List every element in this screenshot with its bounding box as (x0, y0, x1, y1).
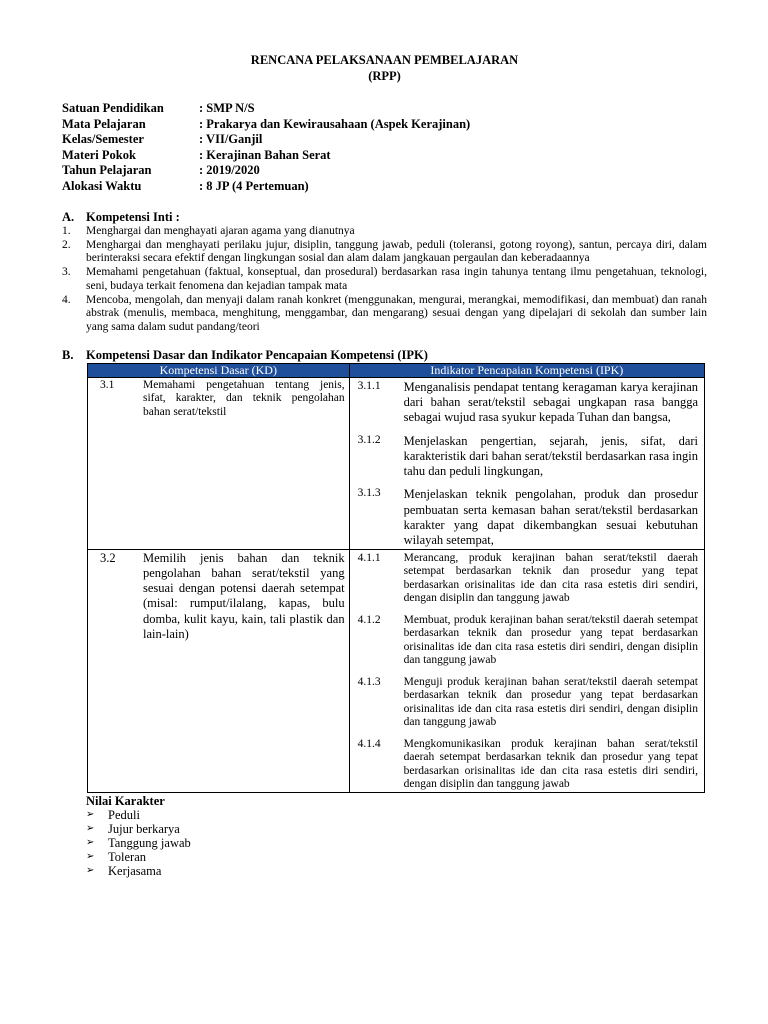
meta-row (62, 101, 707, 117)
table-row (88, 549, 705, 792)
meta-value: : Prakarya dan Kewirausahaan (Aspek Kerajinan) (199, 116, 471, 131)
ipk-item (350, 674, 704, 730)
section-title: Kompetensi Inti : (86, 210, 180, 224)
arrow-bullet-icon: ➢ (86, 822, 95, 834)
section-kompetensi-inti (62, 210, 707, 335)
list-item (62, 239, 707, 266)
ipk-code: 3.1.2 (357, 433, 381, 446)
list-item (62, 294, 707, 335)
nilai-item: Jujur berkarya (108, 821, 180, 836)
list-item (62, 225, 707, 239)
meta-value: : VII/Ganjil (199, 132, 263, 146)
item-number: 2. (62, 238, 71, 251)
ipk-cell (349, 549, 704, 792)
kd-text: Memilih jenis bahan dan teknik pengolahan bahan serat/tekstil yang sesuai dengan potensi daerah setempat (misal: rumput/ilalang, kapas, bulu domba, kulit kayu, kain, tali plastik dan lain-lain) (143, 550, 345, 642)
item-text: Menghargai dan menghayati ajaran agama yang dianutnya (86, 225, 355, 237)
nilai-list (86, 808, 707, 878)
ipk-item (350, 550, 704, 606)
nilai-karakter (86, 794, 707, 878)
section-heading (62, 348, 707, 363)
ipk-item (350, 736, 704, 792)
kd-text: Memahami pengetahuan tentang jenis, sifat, karakter, dan teknik pengolahan bahan serat/tekstil (143, 378, 345, 418)
ipk-text: Membuat, produk kerajinan bahan serat/tekstil daerah setempat berdasarkan teknik dan prosedur yang tepat berdasarkan orisinalitas ide dan cita rasa estetis diri sendiri, dengan disiplin dan tanggung jawab (403, 613, 698, 667)
item-number: 3. (62, 266, 71, 279)
item-text: Memahami pengetahuan (faktual, konseptual, dan prosedural) berdasarkan rasa ingin tahunya tentang ilmu pengetahuan, teknologi, seni, budaya terkait fenomena dan kejadian tampak mata (86, 266, 707, 292)
ipk-code: 4.1.2 (357, 613, 381, 626)
meta-value: : SMP N/S (199, 101, 255, 115)
item-number: 4. (62, 293, 71, 306)
document-title (62, 52, 707, 84)
ipk-text: Menganalisis pendapat tentang keragaman karya kerajinan dari bahan serat/tekstil sebagai ungkapan rasa bangga sebagai wujud rasa syukur kepada Tuhan dan bangsa, (403, 379, 698, 425)
list-item (86, 836, 707, 850)
ipk-text: Menjelaskan teknik pengolahan, produk dan prosedur pembuatan serta kemasan bahan serat/tekstil berdasarkan karakter yang dapat dikembangkan sesuai kebutuhan wilayah setempat, (403, 487, 698, 548)
section-kd-ipk (62, 348, 707, 793)
ipk-code: 3.1.3 (357, 487, 381, 500)
kd-code: 3.2 (100, 550, 116, 565)
nilai-item: Toleran (108, 849, 146, 864)
ipk-text: Menguji produk kerajinan bahan serat/tekstil daerah setempat berdasarkan teknik dan prosedur yang tepat berdasarkan orisinalitas ide dan cita rasa estetis diri sendiri, dengan disiplin dan tanggung jawab (403, 675, 698, 729)
arrow-bullet-icon: ➢ (86, 864, 95, 876)
meta-row (62, 179, 707, 195)
nilai-item: Tanggung jawab (108, 835, 191, 850)
section-letter: A. (62, 210, 75, 224)
meta-label: Alokasi Waktu (62, 178, 142, 193)
item-text: Mencoba, mengolah, dan menyaji dalam ranah konkret (menggunakan, mengurai, merangkai, memodifikasi, dan membuat) dan ranah abstrak (menulis, membaca, menghitung, menggambar, dan mengarang) sesuai dengan yang dipelajari di sekolah dan sumber lain yang sama dalam sudut pandang/teori (86, 293, 707, 333)
section-heading (62, 210, 707, 225)
list-item (86, 864, 707, 878)
kd-cell (88, 377, 350, 549)
item-number: 1. (62, 225, 71, 237)
section-letter: B. (62, 347, 74, 362)
ipk-code: 3.1.1 (357, 379, 381, 392)
meta-row (62, 163, 707, 179)
kd-cell (88, 549, 350, 792)
meta-row (62, 117, 707, 133)
list-item (86, 822, 707, 836)
column-header-ipk: Indikator Pencapaian Kompetensi (IPK) (349, 363, 704, 377)
meta-label: Satuan Pendidikan (62, 101, 164, 115)
item-text: Menghargai dan menghayati perilaku jujur, disiplin, tanggung jawab, peduli (toleransi, gotong royong), santun, percaya diri, dalam berinteraksi secara efektif dengan lingkungan sosial dan alam dalam jangkauan pergaulan dan keberadaannya (86, 238, 707, 265)
document-page (62, 52, 707, 878)
ipk-cell (349, 377, 704, 549)
ipk-code: 4.1.4 (357, 737, 381, 750)
meta-label: Materi Pokok (62, 147, 136, 162)
ipk-item (350, 378, 704, 426)
nilai-item: Peduli (108, 807, 140, 822)
meta-value: : 2019/2020 (199, 163, 260, 177)
arrow-bullet-icon: ➢ (86, 808, 95, 820)
meta-row (62, 132, 707, 148)
identity-block (62, 101, 707, 194)
ipk-text: Menjelaskan pengertian, sejarah, jenis, sifat, dari karakteristik dari bahan serat/tekstil berdasarkan rasa ingin tahu dan peduli lingkungan, (403, 433, 698, 479)
arrow-bullet-icon: ➢ (86, 836, 95, 848)
ipk-item (350, 432, 704, 480)
list-item (62, 266, 707, 293)
kd-code: 3.1 (100, 378, 115, 391)
kd-ipk-table (87, 363, 705, 793)
meta-label: Tahun Pelajaran (62, 163, 152, 177)
ipk-item (350, 612, 704, 668)
title-line: RENCANA PELAKSANAAN PEMBELAJARAN (250, 53, 519, 67)
ipk-code: 4.1.3 (357, 675, 381, 688)
ipk-text: Mengkomunikasikan produk kerajinan bahan serat/tekstil daerah setempat berdasarkan teknik dan prosedur yang tepat berdasarkan orisinalitas ide dan cita rasa estetis diri sendiri, dengan disiplin dan tanggung jawab (403, 737, 698, 791)
meta-label: Kelas/Semester (62, 132, 144, 146)
arrow-bullet-icon: ➢ (86, 850, 95, 862)
meta-label: Mata Pelajaran (62, 116, 146, 131)
subtitle-line: (RPP) (368, 69, 401, 83)
section-title: Kompetensi Dasar dan Indikator Pencapaian Kompetensi (IPK) (86, 347, 428, 362)
ki-list (62, 225, 707, 335)
table-row (88, 377, 705, 549)
list-item (86, 850, 707, 864)
ipk-code: 4.1.1 (357, 551, 381, 564)
meta-row (62, 148, 707, 164)
column-header-kd: Kompetensi Dasar (KD) (88, 363, 350, 377)
ipk-text: Merancang, produk kerajinan bahan serat/tekstil daerah setempat berdasarkan teknik dan prosedur yang tepat berdasarkan orisinalitas ide dan cita rasa estetis diri sendiri, dengan disiplin dan tanggung jawab (403, 551, 698, 605)
meta-value: : 8 JP (4 Pertemuan) (199, 178, 309, 193)
table-header-row (88, 363, 705, 377)
nilai-title: Nilai Karakter (86, 793, 165, 808)
ipk-item (350, 485, 704, 548)
meta-value: : Kerajinan Bahan Serat (199, 147, 331, 162)
list-item (86, 808, 707, 822)
nilai-item: Kerjasama (108, 863, 162, 878)
